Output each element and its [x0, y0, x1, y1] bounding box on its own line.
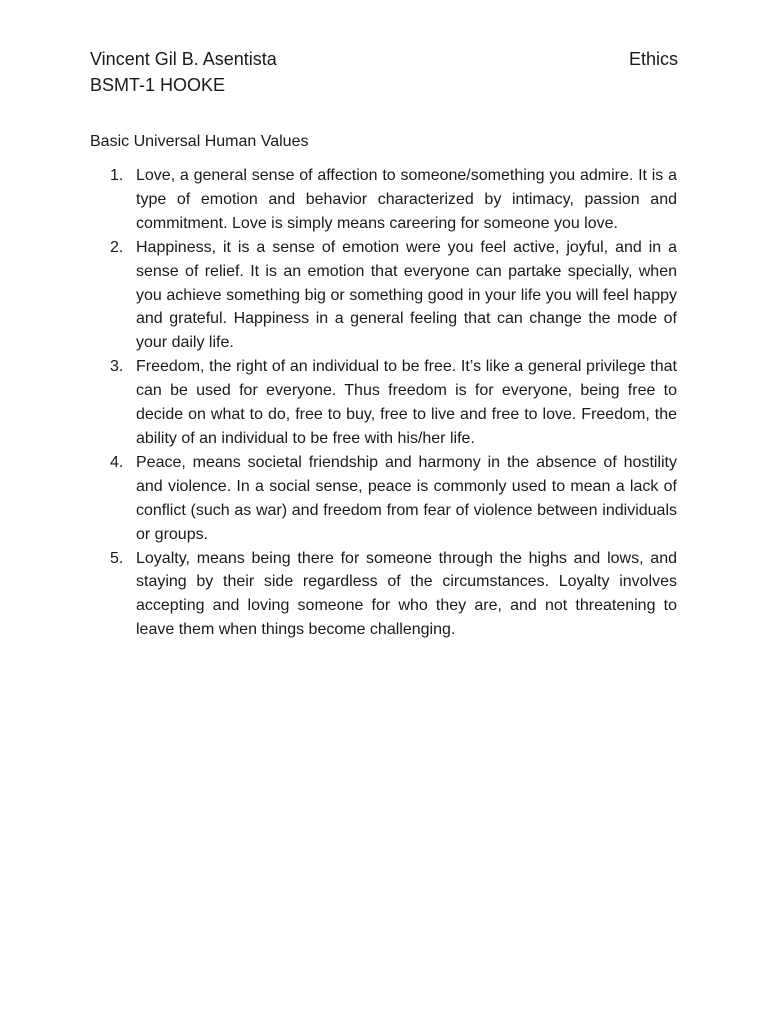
author-name: Vincent Gil B. Asentista — [90, 49, 277, 69]
subject-name: Ethics — [628, 49, 678, 69]
list-item-number: 2. — [110, 238, 124, 256]
list-item-number: 3. — [110, 358, 124, 376]
list-item-text: Happiness, it is a sense of emotion were you feel active, joyful, and in a sense of relief. It is an emotion that everyone can partake specially, when you achieve something big or something good in your life you will feel happy and grateful. Happiness in a general feeling that can change the mode of your daily life. — [136, 238, 677, 352]
list-item-text: Peace, means societal friendship and harmony in the absence of hostility and violence. In a social sense, peace is commonly used to mean a lack of conflict (such as war) and freedom from fear of violence between individuals or groups. — [136, 453, 677, 543]
list-item-text: Loyalty, means being there for someone through the highs and lows, and staying by their side regardless of the circumstances. Loyalty involves accepting and loving someone for who they are, and not threatening to leave them when things become challenging. — [136, 549, 677, 639]
list-item-text: Love, a general sense of affection to someone/something you admire. It is a type of emotion and behavior characterized by intimacy, passion and commitment. Love is simply means careering for someone you love. — [136, 167, 677, 232]
list-item-text: Freedom, the right of an individual to be free. It’s like a general privilege that can be used for everyone. Thus freedom is for everyone, being free to decide on what to do, free to buy, free to live and free to love. Freedom, the ability of an individual to be free with his/her life. — [136, 358, 677, 447]
list-item-love — [90, 164, 677, 236]
list-item-peace — [90, 451, 677, 547]
document-title: Basic Universal Human Values — [90, 133, 309, 150]
class-section: BSMT-1 HOOKE — [90, 75, 226, 95]
list-item-number: 4. — [110, 453, 124, 471]
document-header — [90, 47, 678, 71]
values-list — [90, 164, 677, 642]
list-item-happiness — [90, 236, 677, 356]
list-item-loyalty — [90, 547, 677, 643]
list-item-freedom — [90, 355, 677, 451]
list-item-number: 5. — [110, 549, 124, 567]
list-item-number: 1. — [110, 167, 124, 184]
